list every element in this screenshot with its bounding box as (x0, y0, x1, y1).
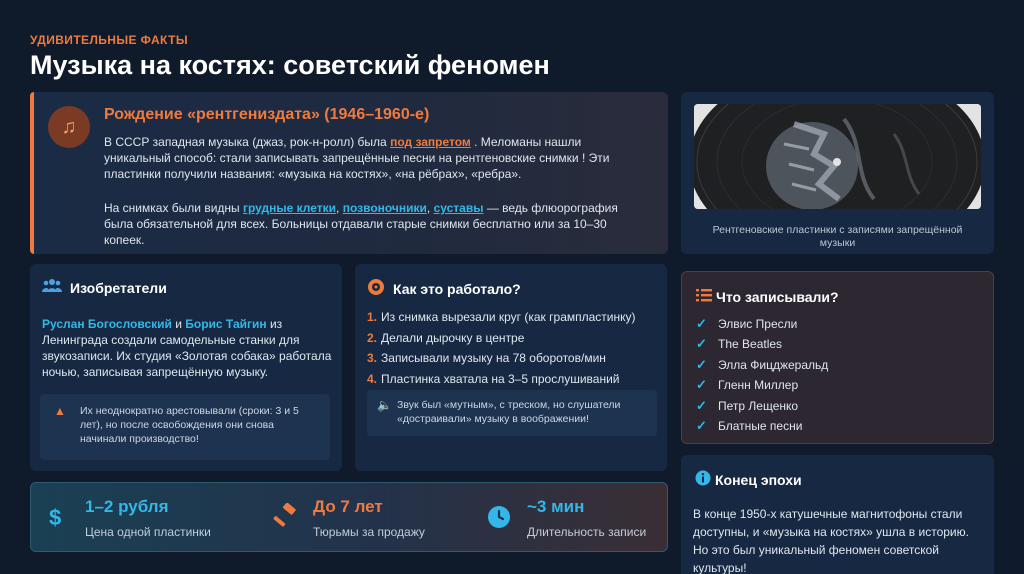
check-icon: ✓ (696, 356, 707, 372)
end-of-era-card (681, 455, 994, 574)
check-icon: ✓ (696, 377, 707, 393)
inventors-text: Руслан Богословский и Борис Тайгин из Ленинграда создали самодельные станки для звукозаписи. Их студия «Золотая собака» работала ночью, записывая запрещённую музыку. (42, 317, 332, 379)
list-item: ✓ The Beatles (696, 334, 828, 354)
how-title: Как это работало? (393, 280, 521, 297)
stat-prison-label: Тюрьмы за продажу (313, 525, 425, 539)
dollar-icon: $ (49, 505, 62, 530)
stat-price (85, 497, 211, 539)
step-item: 3. Записывали музыку на 78 оборотов/мин (367, 351, 606, 365)
list-item: ✓ Петр Лещенко (696, 396, 828, 416)
gavel-icon (273, 503, 299, 535)
highlight-spine: позвоночники (342, 201, 427, 215)
birth-paragraph-1: В СССР западная музыка (джаз, рок-н-ролл) была под запретом . Меломаны нашли уникальный способ: стали записывать запрещённые песни на рентгеновские снимки ! Эти пластинки получили названия: «музыка на костях», «на рёбрах», «ребра». (104, 135, 610, 181)
info-icon (695, 470, 711, 489)
steps-list (367, 307, 657, 389)
list-item: ✓ Блатные песни (696, 416, 828, 436)
end-text: В конце 1950-х катушечные магнитофоны стали доступны, и «музыка на костях» ушла в историю. Но это был уникальный феномен советской культуры! (693, 507, 969, 574)
recorded-card (681, 271, 994, 444)
record-icon (367, 278, 385, 299)
inventors-card (30, 264, 342, 471)
music-note-icon: ♫ (48, 106, 90, 148)
list-item: ✓ Элла Фицджеральд (696, 355, 828, 375)
sound-note: 🔈 Звук был «мутным», с треском, но слушатели «достраивали» музыку в воображении! (367, 390, 657, 436)
step-item: 2. Делали дырочку в центре (367, 330, 525, 345)
how-it-worked-card (355, 264, 667, 471)
inventors-title: Изобретатели (70, 279, 167, 296)
stat-price-label: Цена одной пластинки (85, 525, 211, 539)
end-title: Конец эпохи (715, 471, 802, 488)
page-title: Музыка на костях: советский феномен (30, 50, 550, 80)
step-item: 4. Пластинка хватала на 3–5 прослушиваний (367, 371, 620, 386)
inventors-header (42, 278, 167, 297)
highlight-banned: под запретом (390, 135, 471, 149)
birth-title: Рождение «рентгениздата» (1946–1960-е) (104, 106, 430, 123)
recorded-header (696, 288, 839, 305)
check-icon: ✓ (696, 418, 707, 434)
highlight-chest: грудные клетки (242, 201, 337, 215)
birth-card (30, 92, 668, 254)
warning-icon: ▲ (54, 404, 66, 418)
birth-paragraph-2: На снимках были видны грудные клетки, позвоночники, суставы — ведь флюорография была обязательной для всех. Больницы отдавали старые снимки бесплатно или за 10–30 копеек. (104, 201, 618, 247)
xray-record-image (694, 104, 981, 209)
highlight-joints: суставы (433, 201, 484, 215)
stat-duration-label: Длительность записи (527, 525, 647, 539)
stat-duration-value: ~3 мин (527, 497, 585, 516)
stat-price-value: 1–2 рубля (85, 497, 169, 516)
speaker-icon: 🔈 (377, 398, 392, 412)
list-item: ✓ Гленн Миллер (696, 375, 828, 395)
stat-prison (313, 497, 425, 539)
clock-icon (487, 505, 511, 535)
end-header (695, 470, 802, 489)
list-item: ✓ Элвис Пресли (696, 314, 828, 334)
check-icon: ✓ (696, 316, 707, 331)
arrest-warning: ▲ Их неоднократно арестовывали (сроки: 3 и 5 лет), но после освобождения они снова начинали производство! (40, 394, 330, 460)
list-icon (696, 288, 712, 305)
recorded-title: Что записывали? (716, 288, 839, 305)
how-header (367, 278, 521, 299)
check-icon: ✓ (696, 397, 707, 413)
artists-list (696, 314, 828, 436)
check-icon: ✓ (696, 336, 707, 352)
step-item: 1. Из снимка вырезали круг (как грампластинку) (367, 310, 636, 324)
stats-strip (30, 482, 668, 552)
inventor-name-2: Борис Тайгин (185, 317, 267, 331)
stat-prison-value: До 7 лет (313, 497, 383, 516)
inventor-name-1: Руслан Богословский (42, 317, 172, 331)
section-kicker: УДИВИТЕЛЬНЫЕ ФАКТЫ (30, 33, 188, 47)
image-caption: Рентгеновские пластинки с записями запрещённой музыки (712, 224, 963, 249)
stat-duration (527, 497, 646, 539)
users-icon (42, 278, 62, 297)
